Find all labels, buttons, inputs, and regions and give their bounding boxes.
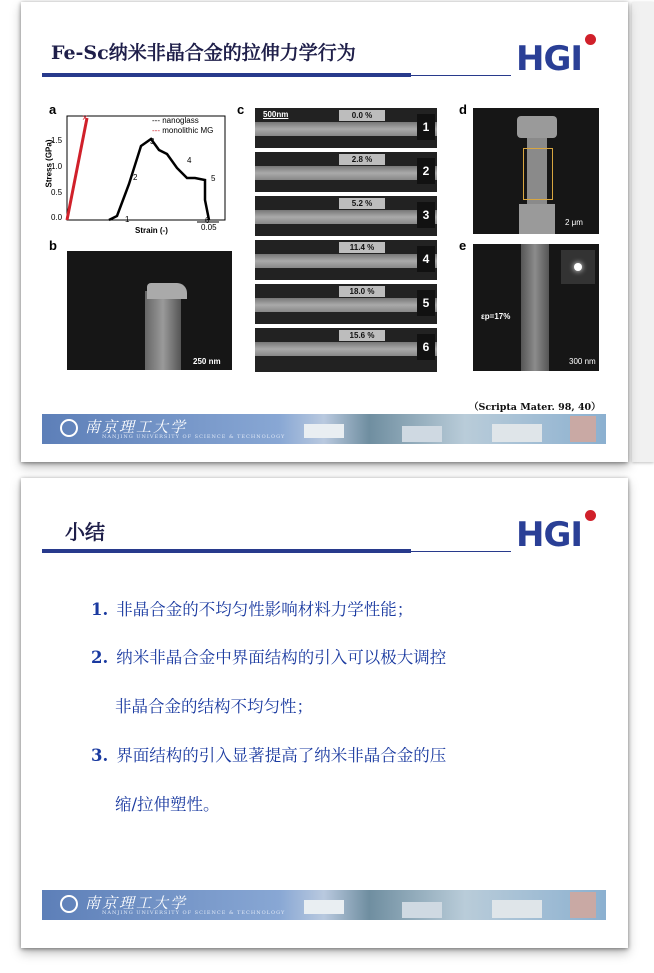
panel-e-scalebar: 300 nm — [569, 357, 596, 366]
building-image — [304, 424, 344, 438]
frame-3 — [255, 196, 437, 236]
list-item-number: 1. — [91, 600, 109, 619]
university-emblem-icon — [60, 419, 78, 437]
frame-6-pct: 15.6 % — [339, 330, 385, 341]
svg-text:×: × — [82, 113, 88, 124]
point-2: 2 — [133, 173, 138, 182]
x-axis-label: Strain (-) — [135, 226, 168, 235]
panel-d-image — [473, 108, 599, 234]
frame-2-num: 2 — [417, 158, 435, 184]
building-image-4 — [570, 416, 596, 442]
university-name-en: NANJING UNIVERSITY OF SCIENCE & TECHNOLOGY — [102, 434, 286, 440]
panel-c-frames — [255, 108, 437, 372]
panel-c-label: c — [237, 102, 245, 117]
ytick-0: 0.0 — [51, 213, 63, 222]
next-slide-thumbnail[interactable] — [632, 2, 654, 462]
citation: （Scripta Mater. 98, 40） — [469, 402, 601, 413]
hgi-logo — [516, 515, 606, 555]
panel-e-label: e — [459, 238, 467, 253]
frame-4-num: 4 — [417, 246, 435, 272]
panel-a-label: a — [49, 102, 57, 117]
logo-text: HGI — [516, 515, 583, 555]
logo-dot — [585, 34, 596, 45]
list-item-number: 3. — [91, 746, 109, 765]
panel-d-scalebar: 2 μm — [565, 218, 583, 227]
building-image — [304, 900, 344, 914]
point-6: 6 — [205, 216, 210, 225]
ytick-3: 1.5 — [51, 136, 63, 145]
panel-c — [235, 104, 457, 372]
title-underline — [42, 73, 411, 77]
frame-4-pct: 11.4 % — [339, 242, 385, 253]
list-item-continuation: 缩/拉伸塑性。 — [115, 795, 220, 814]
building-image-2 — [402, 426, 442, 442]
list-item — [91, 596, 413, 620]
university-name: 南京理工大学 — [85, 894, 188, 912]
figure — [44, 102, 601, 372]
panel-c-scalebar: 500nm — [263, 110, 289, 119]
frame-3-num: 3 — [417, 202, 435, 228]
university-footer-banner — [42, 890, 606, 920]
building-image-4 — [570, 892, 596, 918]
list-item — [91, 644, 446, 668]
frame-2 — [255, 152, 437, 192]
university-name-en: NANJING UNIVERSITY OF SCIENCE & TECHNOLOGY — [102, 910, 286, 916]
point-4: 4 — [187, 156, 192, 165]
point-3: 3 — [150, 137, 155, 146]
panel-b-image — [67, 251, 232, 370]
slide-2[interactable] — [21, 478, 628, 948]
list-item-text: 纳米非晶合金中界面结构的引入可以极大调控 — [116, 648, 447, 667]
legend-nanoglass: --- nanoglass — [152, 116, 199, 125]
title-underline-thin — [411, 75, 511, 76]
y-axis-label: Stress (GPa) — [44, 139, 54, 188]
slide-1[interactable] — [21, 2, 628, 462]
frame-5-num: 5 — [417, 290, 435, 316]
title-underline — [42, 549, 411, 553]
panel-e-image — [473, 244, 599, 371]
list-item-number: 2. — [91, 648, 109, 667]
university-footer-banner — [42, 414, 606, 444]
frame-4 — [255, 240, 437, 280]
point-1: 1 — [125, 215, 130, 224]
university-name: 南京理工大学 — [85, 418, 188, 436]
legend-nanoglass-label: nanoglass — [162, 116, 199, 125]
building-image-3 — [492, 424, 542, 442]
point-5: 5 — [211, 174, 216, 183]
slide-title: Fe-Sc纳米非晶合金的拉伸力学行为 — [51, 42, 356, 64]
frame-6-num: 6 — [417, 334, 435, 360]
building-image-2 — [402, 902, 442, 918]
scale-label: 0.05 — [201, 223, 217, 232]
title-underline-thin — [411, 551, 511, 552]
list-item — [91, 742, 446, 766]
list-item-continuation: 非晶合金的结构不均匀性； — [115, 697, 313, 716]
logo-dot — [585, 510, 596, 521]
legend-monolithic-label: monolithic MG — [162, 126, 214, 135]
slide-title: 小结 — [65, 520, 105, 544]
frame-5 — [255, 284, 437, 324]
panel-d-label: d — [459, 102, 467, 117]
panel-b-scalebar: 250 nm — [193, 357, 221, 366]
panel-b-label: b — [49, 238, 57, 253]
frame-5-pct: 18.0 % — [339, 286, 385, 297]
building-image-3 — [492, 900, 542, 918]
frame-1-pct: 0.0 % — [339, 110, 385, 121]
frame-6 — [255, 328, 437, 372]
frame-3-pct: 5.2 % — [339, 198, 385, 209]
ytick-2: 1.0 — [51, 162, 63, 171]
panel-e-strain: εp=17% — [481, 312, 511, 321]
hgi-logo — [516, 39, 606, 79]
legend-monolithic: --- monolithic MG — [152, 126, 214, 135]
ytick-1: 0.5 — [51, 188, 63, 197]
frame-2-pct: 2.8 % — [339, 154, 385, 165]
frame-1-num: 1 — [417, 114, 435, 140]
list-item-text: 界面结构的引入显著提高了纳米非晶合金的压 — [116, 746, 447, 765]
logo-text: HGI — [516, 39, 583, 79]
frame-1 — [255, 108, 437, 148]
panel-a-stress-strain-plot — [44, 102, 232, 236]
list-item-text: 非晶合金的不均匀性影响材料力学性能； — [116, 600, 414, 619]
university-emblem-icon — [60, 895, 78, 913]
